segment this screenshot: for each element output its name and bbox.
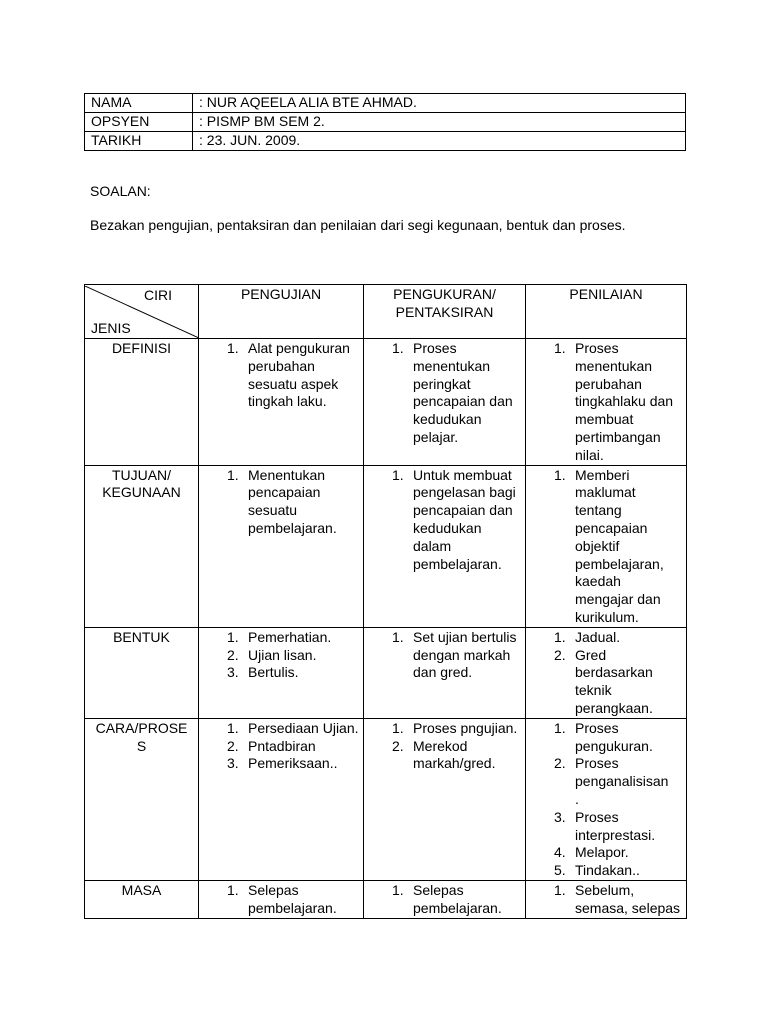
- list-item: [526, 629, 682, 647]
- question-text: Bezakan pengujian, pentaksiran dan penilaian dari segi kegunaan, bentuk dan proses.: [90, 217, 626, 233]
- list-item-text: Proses menentukan perubahan tingkahlaku dan membuat pertimbangan nilai.: [575, 340, 674, 463]
- list-item: [526, 720, 682, 756]
- list-item-text: Memberi maklumat tentang pencapaian objektif pembelajaran, kaedah mengajar dan kurikulum.: [575, 466, 664, 625]
- list-item: [364, 738, 521, 774]
- soalan-label: SOALAN:: [90, 183, 151, 199]
- numbered-list: [526, 881, 686, 918]
- header-pengukuran: [364, 285, 526, 339]
- list-item: [199, 882, 359, 918]
- row-label: BENTUK: [85, 627, 199, 718]
- list-item: [526, 340, 682, 465]
- table-cell: [364, 718, 526, 880]
- list-number: 2.: [554, 646, 566, 663]
- header-label: PENILAIAN: [569, 286, 643, 302]
- table-cell: [364, 465, 526, 627]
- list-item: [199, 629, 359, 647]
- row-label: MASA: [85, 880, 199, 918]
- list-number: 3.: [227, 755, 239, 772]
- numbered-list: [199, 719, 363, 773]
- list-item: [364, 340, 521, 447]
- numbered-list: [199, 881, 363, 918]
- list-number: 2.: [392, 737, 404, 754]
- header-label: PENGUJIAN: [240, 286, 322, 302]
- table-cell: [526, 718, 687, 880]
- numbered-list: [526, 628, 686, 718]
- info-label: NAMA: [85, 94, 193, 113]
- list-item: [526, 809, 682, 845]
- table-cell: [199, 718, 364, 880]
- table-cell: [199, 627, 364, 718]
- numbered-list: [526, 339, 686, 465]
- numbered-list: [364, 339, 525, 447]
- list-item-text: Jadual.: [575, 628, 621, 645]
- list-item-text: Pemerhatian.: [248, 628, 332, 645]
- list-number: 1.: [392, 340, 404, 356]
- info-row: [85, 113, 686, 132]
- list-item-text: Menentukan pencapaian sesuatu pembelajaran.: [248, 466, 337, 536]
- list-item: [526, 882, 682, 918]
- info-table: [84, 93, 686, 151]
- list-item: [364, 882, 521, 918]
- list-number: 2.: [554, 755, 566, 772]
- list-number: 1.: [227, 881, 239, 898]
- table-row: [85, 627, 687, 718]
- list-item: [199, 647, 359, 665]
- row-label: CARA/PROSE S: [85, 718, 199, 880]
- info-label: TARIKH: [85, 132, 193, 151]
- info-row: [85, 132, 686, 151]
- list-item-text: Gred berdasarkan teknik perangkaan.: [575, 646, 653, 716]
- list-item-text: Melapor.: [575, 844, 629, 861]
- list-item: [526, 467, 682, 627]
- table-cell: [526, 627, 687, 718]
- list-item: [526, 844, 682, 862]
- list-item: [199, 340, 359, 411]
- list-item-text: Proses pengukuran.: [575, 719, 653, 754]
- table-row: [85, 465, 687, 627]
- table-header-row: [85, 285, 687, 339]
- table-cell: [199, 880, 364, 918]
- list-number: 1.: [554, 340, 566, 356]
- numbered-list: [364, 719, 525, 773]
- row-label: TUJUAN/ KEGUNAAN: [85, 465, 199, 627]
- list-item-text: Pemeriksaan..: [248, 755, 338, 772]
- numbered-list: [364, 628, 525, 682]
- table-row: [85, 339, 687, 466]
- list-number: 3.: [554, 808, 566, 825]
- list-item-text: Sebelum, semasa, selepas: [575, 881, 681, 916]
- list-item-text: Pntadbiran: [248, 737, 316, 754]
- list-item-text: Proses pngujian.: [413, 719, 518, 736]
- list-item-text: Alat pengukuran perubahan sesuatu aspek tingkah laku.: [248, 340, 350, 410]
- header-label: PENGUKURAN/ PENTAKSIRAN: [393, 286, 496, 320]
- list-item: [526, 862, 682, 880]
- list-item-text: Merekod markah/gred.: [413, 737, 496, 772]
- list-item-text: Set ujian bertulis dengan markah dan gred.: [413, 628, 517, 681]
- list-number: 1.: [227, 628, 239, 645]
- list-item-text: Persediaan Ujian.: [248, 719, 359, 736]
- list-number: 1.: [554, 466, 566, 483]
- numbered-list: [526, 466, 686, 627]
- corner-jenis-label: JENIS: [91, 320, 131, 337]
- numbered-list: [199, 628, 363, 682]
- list-number: 3.: [227, 664, 239, 681]
- list-number: 1.: [227, 466, 239, 483]
- list-item: [364, 467, 521, 574]
- corner-ciri-label: CIRI: [144, 287, 172, 303]
- list-number: 1.: [554, 719, 566, 736]
- list-item: [199, 720, 359, 738]
- info-label: OPSYEN: [85, 113, 193, 132]
- list-item: [364, 720, 521, 738]
- table-cell: [526, 465, 687, 627]
- info-value: : PISMP BM SEM 2.: [193, 113, 686, 132]
- header-pengujian: [199, 285, 364, 339]
- list-item: [199, 738, 359, 756]
- list-item-text: Selepas pembelajaran.: [413, 881, 502, 916]
- list-number: 5.: [554, 862, 566, 879]
- list-item: [199, 755, 359, 773]
- table-row: [85, 718, 687, 880]
- table-cell: [364, 339, 526, 466]
- list-number: 1.: [554, 628, 566, 645]
- table-cell: [364, 627, 526, 718]
- numbered-list: [199, 466, 363, 538]
- list-number: 1.: [227, 340, 239, 356]
- numbered-list: [199, 339, 363, 411]
- list-item: [199, 467, 359, 538]
- list-item-text: Proses menentukan peringkat pencapaian dan kedudukan pelajar.: [413, 340, 513, 445]
- info-value: : NUR AQEELA ALIA BTE AHMAD.: [193, 94, 686, 113]
- numbered-list: [364, 466, 525, 574]
- list-item: [199, 664, 359, 682]
- numbered-list: [526, 719, 686, 880]
- list-item-text: Bertulis.: [248, 664, 299, 681]
- table-cell: [364, 880, 526, 918]
- row-label: DEFINISI: [85, 339, 199, 466]
- info-row: [85, 94, 686, 113]
- table-cell: [199, 465, 364, 627]
- list-number: 1.: [392, 628, 404, 645]
- table-cell: [199, 339, 364, 466]
- list-number: 2.: [227, 737, 239, 754]
- list-number: 1.: [227, 719, 239, 736]
- corner-cell: [85, 285, 199, 339]
- table-cell: [526, 339, 687, 466]
- numbered-list: [364, 881, 525, 918]
- table-row: [85, 880, 687, 918]
- list-number: 4.: [554, 844, 566, 861]
- list-number: 1.: [554, 881, 566, 898]
- list-number: 1.: [392, 466, 404, 483]
- list-item: [526, 755, 682, 808]
- comparison-table: [84, 284, 687, 919]
- list-item-text: Untuk membuat pengelasan bagi pencapaian dan kedudukan dalam pembelajaran.: [413, 466, 516, 572]
- list-item-text: Proses interprestasi.: [575, 808, 656, 843]
- list-number: 2.: [227, 646, 239, 663]
- list-item-text: Tindakan..: [575, 862, 640, 879]
- header-penilaian: [526, 285, 687, 339]
- list-item: [526, 647, 682, 718]
- table-cell: [526, 880, 687, 918]
- list-number: 1.: [392, 881, 404, 898]
- list-item: [364, 629, 521, 682]
- list-number: 1.: [392, 719, 404, 736]
- list-item-text: Proses penganalisisan .: [575, 755, 669, 807]
- list-item-text: Selepas pembelajaran.: [248, 881, 337, 916]
- list-item-text: Ujian lisan.: [248, 646, 317, 663]
- info-value: : 23. JUN. 2009.: [193, 132, 686, 151]
